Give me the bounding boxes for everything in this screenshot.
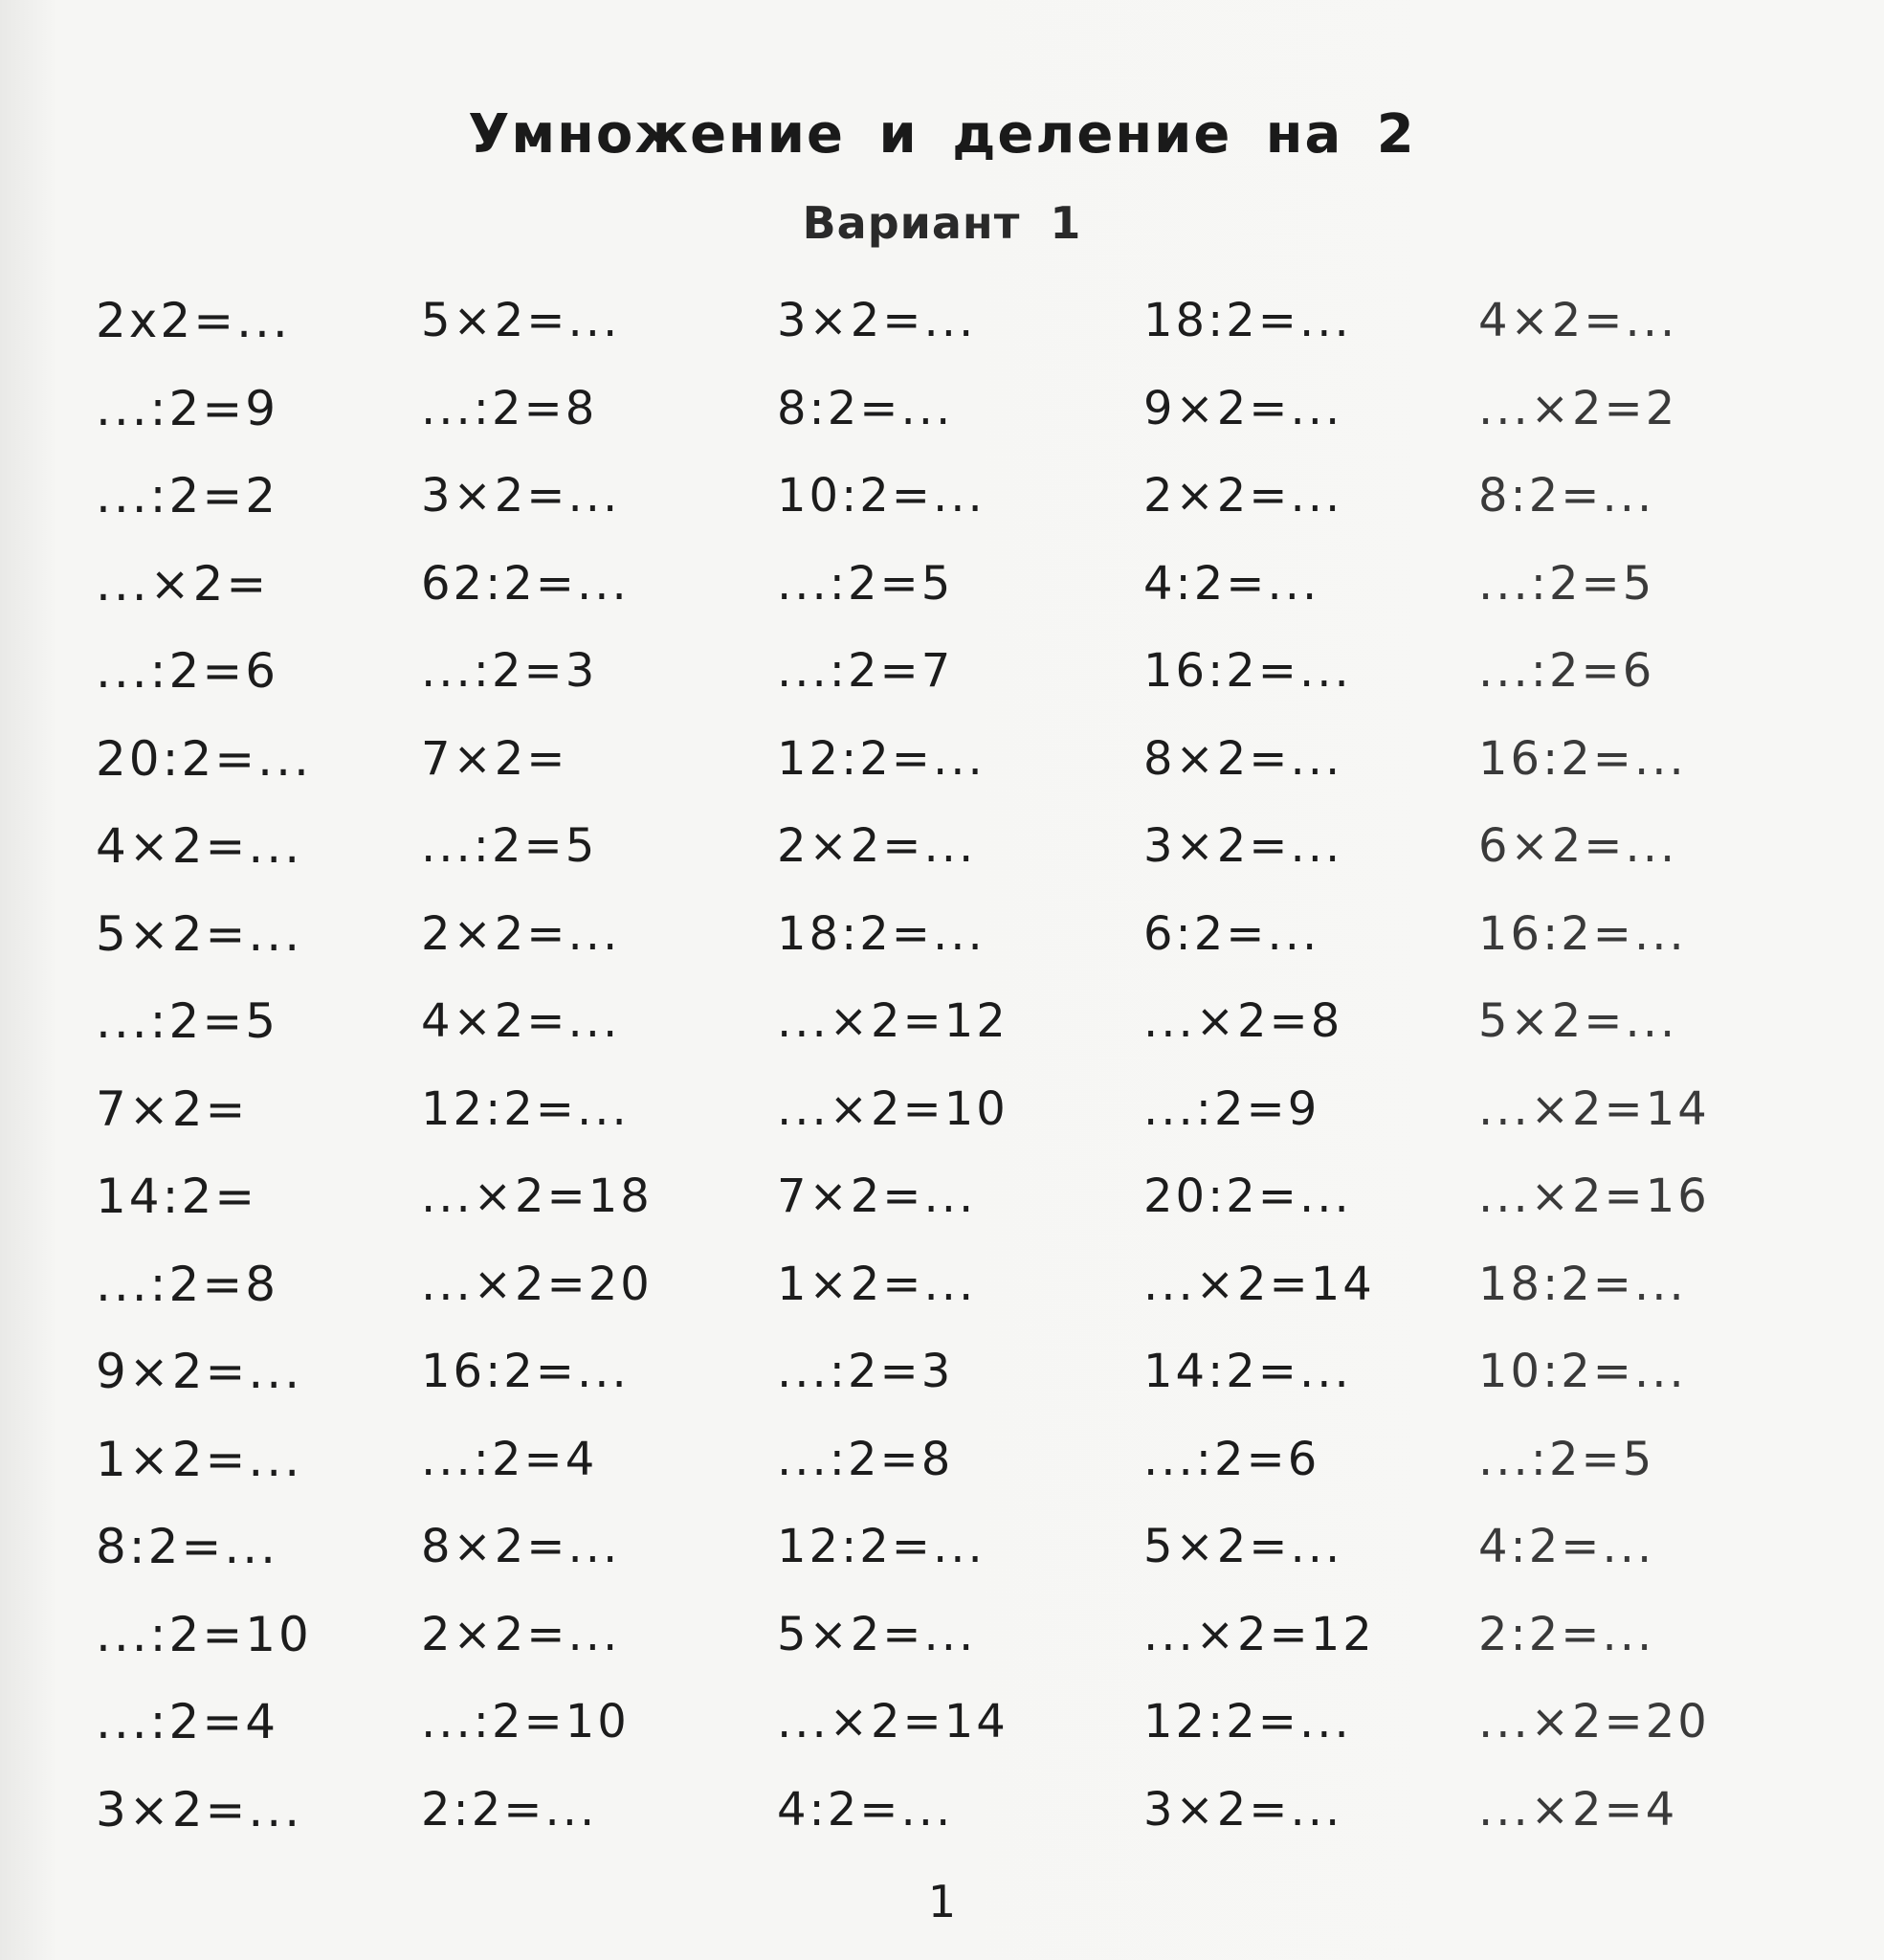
exercise-column-2 bbox=[421, 287, 765, 1876]
exercise-item: ...:2=6 bbox=[1478, 644, 1655, 698]
exercise-item: 5×2=... bbox=[1478, 994, 1678, 1048]
exercise-item: 6×2=... bbox=[1478, 819, 1678, 873]
exercise-item: ...:2=6 bbox=[1143, 1433, 1320, 1486]
exercise-item: ...×2=8 bbox=[1143, 994, 1343, 1048]
exercise-item: 2x2=... bbox=[96, 293, 291, 348]
exercise-item: ...×2=14 bbox=[1478, 1082, 1710, 1136]
exercise-item: ...:2=5 bbox=[421, 819, 598, 873]
exercise-item: 2:2=... bbox=[421, 1783, 598, 1837]
exercise-column-1 bbox=[96, 287, 440, 1876]
exercise-item: 1×2=... bbox=[96, 1432, 303, 1487]
exercise-item: 3×2=... bbox=[777, 294, 977, 347]
exercise-item: 3×2=... bbox=[421, 469, 621, 523]
exercise-column-5 bbox=[1478, 287, 1823, 1876]
exercise-item: 10:2=... bbox=[777, 469, 986, 523]
exercise-item: ...:2=10 bbox=[96, 1607, 312, 1662]
exercise-column-3 bbox=[777, 287, 1121, 1876]
exercise-item: 20:2=... bbox=[1143, 1169, 1352, 1223]
exercise-item: ...×2=16 bbox=[1478, 1169, 1710, 1223]
page-title: Умножение и деление на 2 bbox=[468, 103, 1416, 166]
exercise-item: 2×2=... bbox=[1143, 469, 1343, 523]
exercise-item: ...×2=18 bbox=[421, 1169, 653, 1223]
exercise-item: 7×2=... bbox=[777, 1169, 977, 1223]
exercise-item: 5×2=... bbox=[421, 294, 621, 347]
exercise-item: ...:2=5 bbox=[777, 557, 954, 611]
exercise-item: 12:2=... bbox=[421, 1082, 630, 1136]
exercise-item: 8×2=... bbox=[1143, 732, 1343, 786]
exercise-item: 2×2=... bbox=[777, 819, 977, 873]
exercise-item: 4×2=... bbox=[96, 818, 303, 874]
exercise-item: 20:2=... bbox=[96, 731, 312, 787]
exercise-column-4 bbox=[1143, 287, 1488, 1876]
exercise-item: ...:2=8 bbox=[96, 1257, 279, 1312]
exercise-item: 14:2=... bbox=[1143, 1345, 1352, 1398]
exercise-item: 12:2=... bbox=[1143, 1695, 1352, 1748]
exercise-item: 7×2= bbox=[96, 1081, 249, 1137]
exercise-item: 18:2=... bbox=[777, 907, 986, 961]
exercise-item: 12:2=... bbox=[777, 732, 986, 786]
exercise-item: 8×2=... bbox=[421, 1520, 621, 1573]
page-number: 1 bbox=[927, 1876, 957, 1927]
exercise-item: 16:2=... bbox=[1478, 907, 1687, 961]
exercise-item: 8:2=... bbox=[96, 1519, 279, 1574]
exercise-item: ...×2=20 bbox=[1478, 1695, 1710, 1748]
exercise-item: ...:2=4 bbox=[96, 1694, 279, 1749]
exercise-item: 3×2=... bbox=[1143, 819, 1343, 873]
exercise-item: 10:2=... bbox=[1478, 1345, 1687, 1398]
exercise-item: 62:2=... bbox=[421, 557, 630, 611]
exercise-item: 18:2=... bbox=[1143, 294, 1352, 347]
exercise-item: ...:2=9 bbox=[1143, 1082, 1320, 1136]
exercise-item: ...×2=14 bbox=[1143, 1258, 1375, 1311]
exercise-item: 8:2=... bbox=[1478, 469, 1655, 523]
exercise-item: ...×2=20 bbox=[421, 1258, 653, 1311]
exercise-item: 5×2=... bbox=[777, 1608, 977, 1661]
exercise-item: ...×2=12 bbox=[777, 994, 1008, 1048]
exercise-item: 5×2=... bbox=[96, 906, 303, 962]
exercise-item: ...×2=2 bbox=[1478, 382, 1678, 435]
exercise-item: ...×2= bbox=[96, 556, 270, 612]
exercise-item: 2×2=... bbox=[421, 1608, 621, 1661]
exercise-item: ...:2=5 bbox=[96, 993, 279, 1049]
exercise-item: 4:2=... bbox=[777, 1783, 954, 1837]
exercise-item: 2:2=... bbox=[1478, 1608, 1655, 1661]
exercise-item: ...:2=6 bbox=[96, 643, 279, 699]
exercise-item: 16:2=... bbox=[421, 1345, 630, 1398]
exercise-item: 16:2=... bbox=[1478, 732, 1687, 786]
exercise-item: 9×2=... bbox=[96, 1344, 303, 1399]
exercise-item: 9×2=... bbox=[1143, 382, 1343, 435]
exercise-item: 16:2=... bbox=[1143, 644, 1352, 698]
exercise-item: ...:2=8 bbox=[777, 1433, 954, 1486]
exercise-item: 3×2=... bbox=[96, 1782, 303, 1838]
exercise-item: 4:2=... bbox=[1478, 1520, 1655, 1573]
exercise-item: ...:2=5 bbox=[1478, 557, 1655, 611]
exercise-item: ...:2=4 bbox=[421, 1433, 598, 1486]
exercise-item: 7×2= bbox=[421, 732, 568, 786]
exercise-item: ...:2=5 bbox=[1478, 1433, 1655, 1486]
exercise-item: ...:2=9 bbox=[96, 381, 279, 436]
exercise-item: ...×2=12 bbox=[1143, 1608, 1375, 1661]
exercise-item: 5×2=... bbox=[1143, 1520, 1343, 1573]
exercise-item: ...×2=14 bbox=[777, 1695, 1008, 1748]
exercise-item: 18:2=... bbox=[1478, 1258, 1687, 1311]
exercise-item: 8:2=... bbox=[777, 382, 954, 435]
exercise-item: 2×2=... bbox=[421, 907, 621, 961]
exercise-item: 12:2=... bbox=[777, 1520, 986, 1573]
exercise-item: ...:2=7 bbox=[777, 644, 954, 698]
exercise-item: 6:2=... bbox=[1143, 907, 1320, 961]
exercise-item: 1×2=... bbox=[777, 1258, 977, 1311]
exercise-item: 4×2=... bbox=[1478, 294, 1678, 347]
exercise-item: ...:2=2 bbox=[96, 468, 279, 523]
exercise-item: ...:2=3 bbox=[777, 1345, 954, 1398]
exercise-item: ...×2=4 bbox=[1478, 1783, 1678, 1837]
exercise-grid bbox=[0, 287, 1884, 1876]
variant-subtitle: Вариант 1 bbox=[802, 197, 1082, 249]
exercise-item: 4×2=... bbox=[421, 994, 621, 1048]
exercise-item: 4:2=... bbox=[1143, 557, 1320, 611]
exercise-item: ...×2=10 bbox=[777, 1082, 1008, 1136]
exercise-item: ...:2=8 bbox=[421, 382, 598, 435]
exercise-item: 3×2=... bbox=[1143, 1783, 1343, 1837]
exercise-item: 14:2= bbox=[96, 1169, 258, 1224]
exercise-item: ...:2=10 bbox=[421, 1695, 630, 1748]
exercise-item: ...:2=3 bbox=[421, 644, 598, 698]
